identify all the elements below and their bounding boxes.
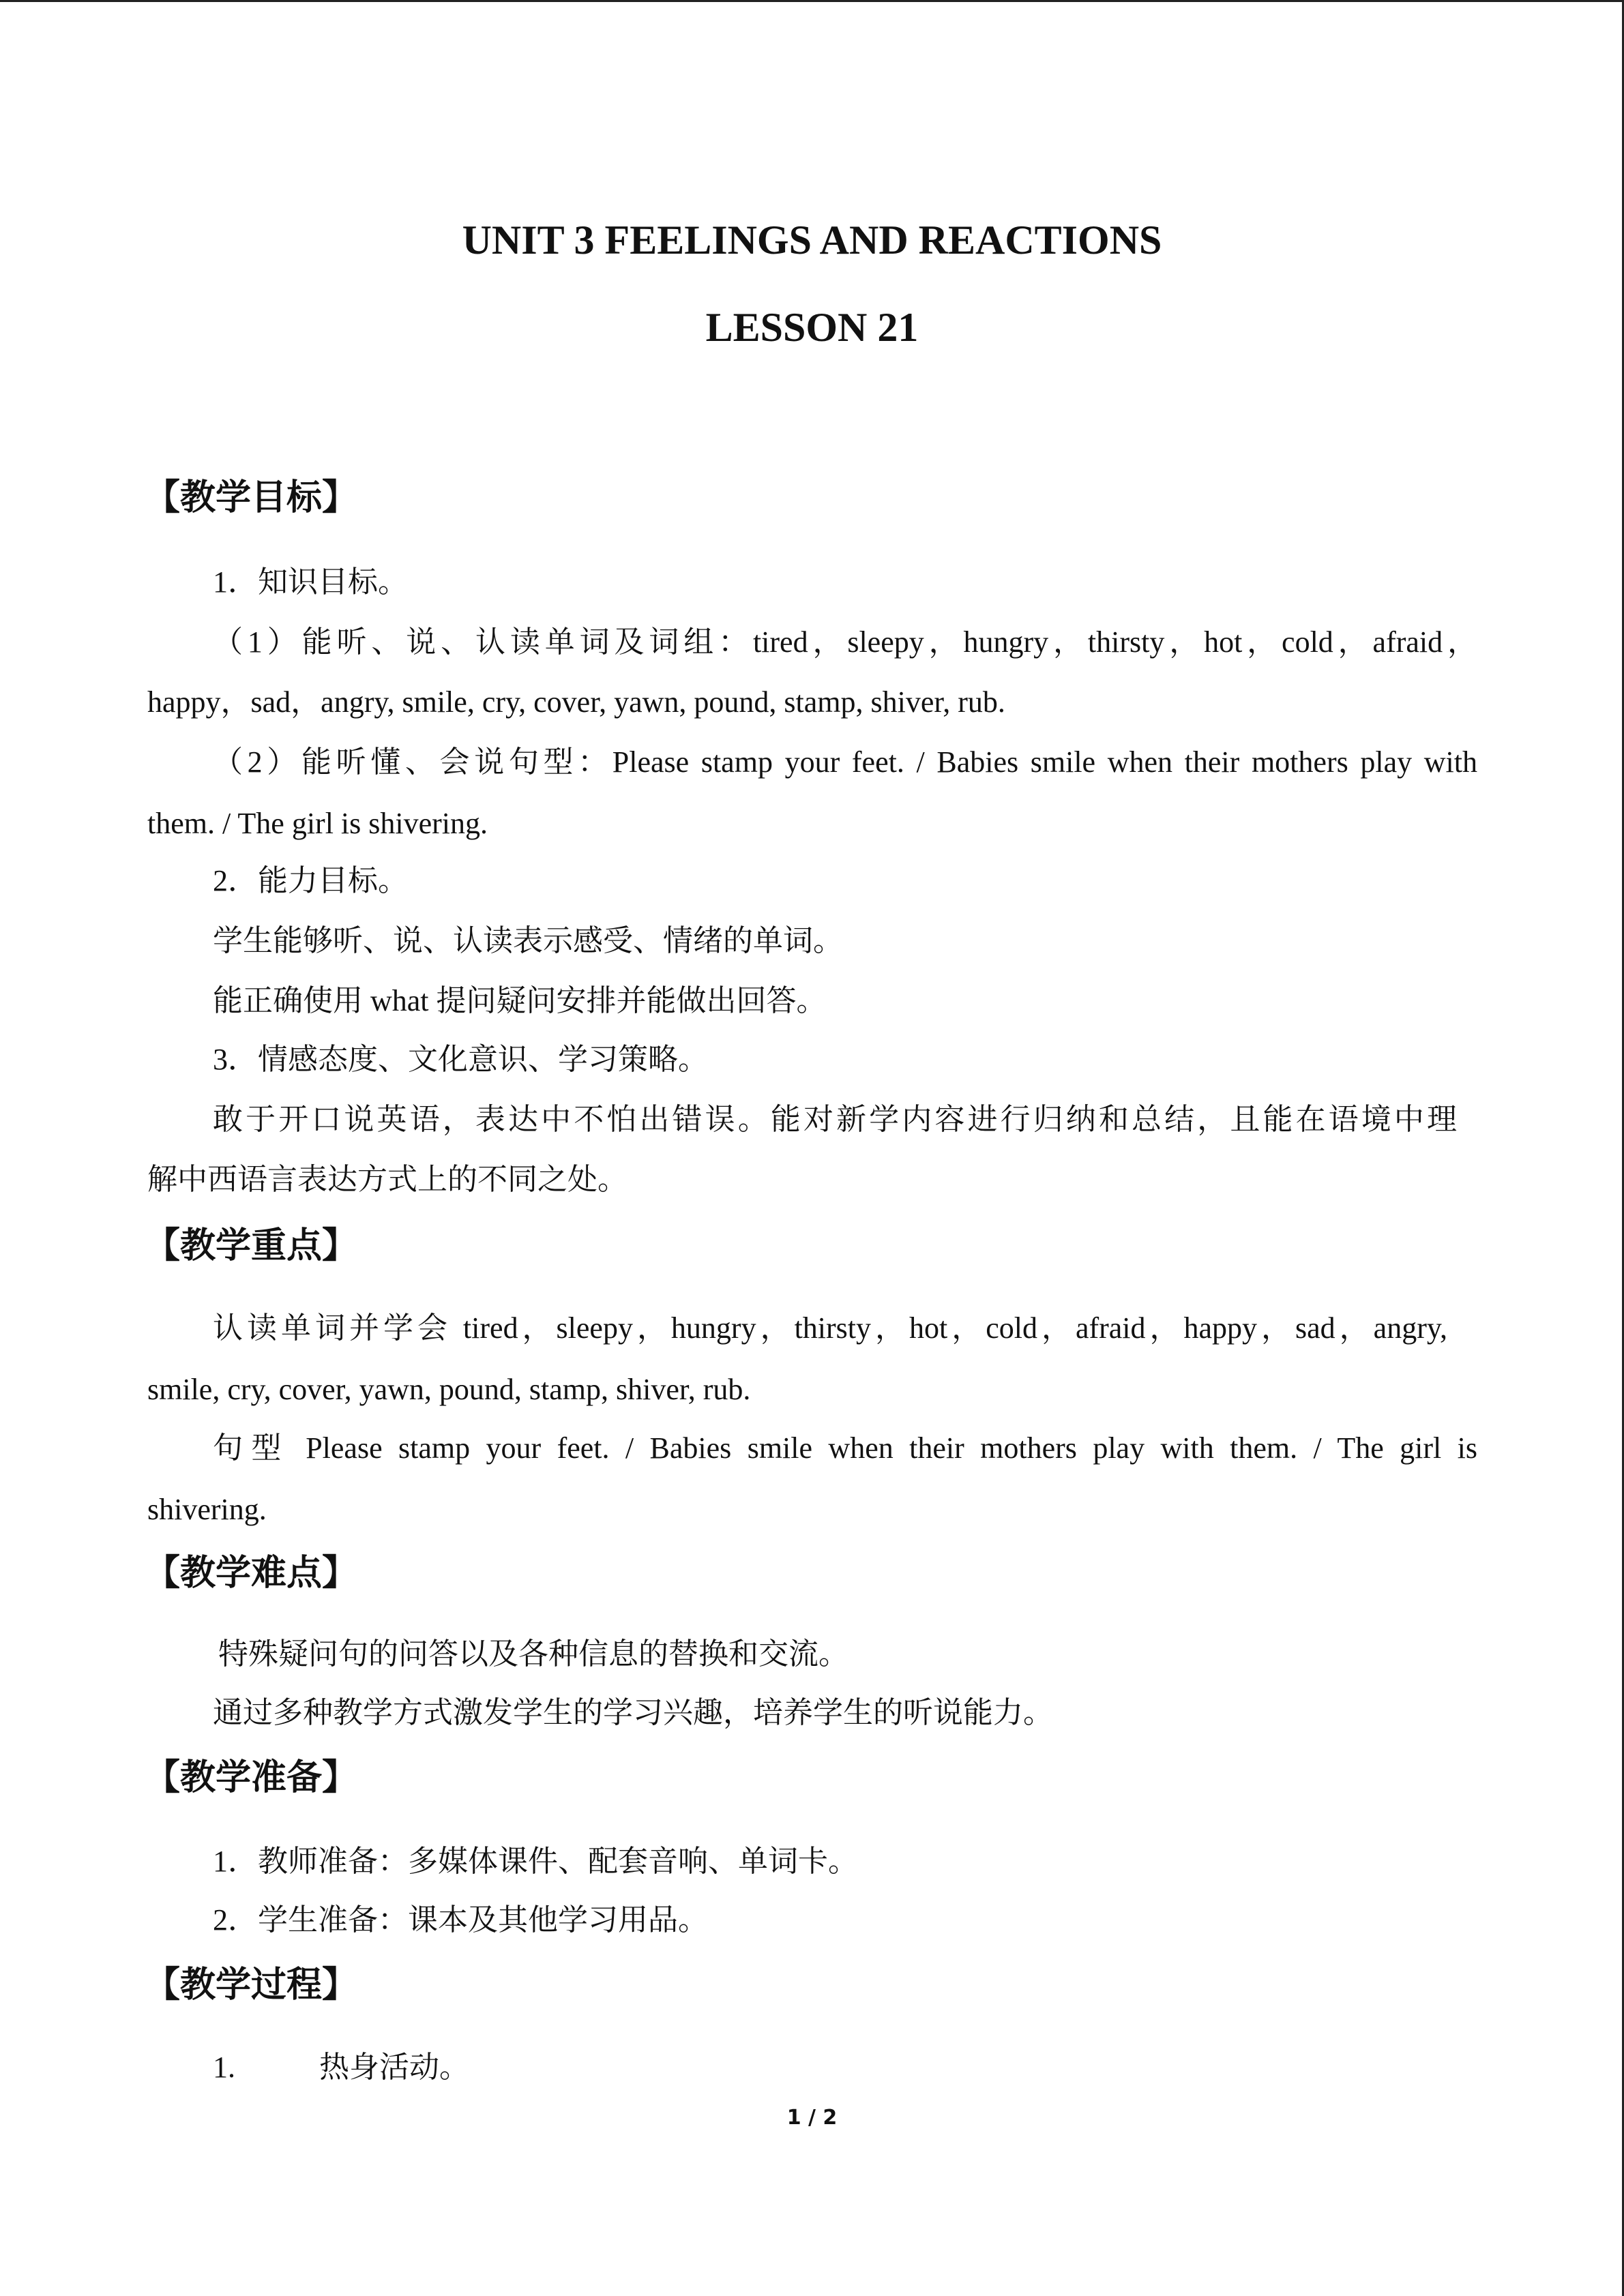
- ability-objective-label: 2．能力目标。: [213, 864, 408, 897]
- heading-difficulties: 【教学难点】: [145, 1553, 358, 1594]
- ability-item-1: 学生能够听、说、认读表示感受、情绪的单词。: [213, 924, 843, 957]
- preparation-teacher: 1．教师准备：多媒体课件、配套音响、单词卡。: [213, 1845, 858, 1878]
- emotion-item-line-2: 解中西语言表达方式上的不同之处。: [147, 1163, 628, 1196]
- difficulty-item-1: 特殊疑问句的问答以及各种信息的替换和交流。: [218, 1637, 848, 1671]
- key-point-2-line-2: shivering.: [147, 1493, 267, 1526]
- page-border-top: [0, 0, 1624, 2]
- process-step-1-number: 1.: [213, 2051, 235, 2084]
- key-point-2-line-1: 句型 Please stamp your feet. / Babies smile when their mothers play with them. / The girl is: [213, 1431, 1477, 1465]
- knowledge-item-2-line-2: them. / The girl is shivering.: [147, 807, 488, 840]
- heading-key-points: 【教学重点】: [145, 1225, 358, 1266]
- knowledge-objective-label: 1．知识目标。: [213, 565, 408, 599]
- heading-preparation: 【教学准备】: [145, 1757, 358, 1798]
- knowledge-item-1-line-2: happy，sad，angry, smile, cry, cover, yawn, pound, stamp, shiver, rub.: [147, 685, 1005, 719]
- knowledge-item-2-line-1: （2）能听懂、会说句型：Please stamp your feet. / Babies smile when their mothers play with: [213, 745, 1477, 779]
- lesson-title: LESSON 21: [705, 305, 919, 350]
- key-point-1-line-1: 认读单词并学会 tired，sleepy，hungry，thirsty，hot，cold，afraid，happy，sad，angry,: [213, 1311, 1447, 1345]
- page-number: 1 / 2: [786, 2106, 838, 2130]
- knowledge-item-1-line-1: （1）能听、说、认读单词及词组：tired，sleepy，hungry，thirsty，hot，cold，afraid，: [213, 625, 1477, 659]
- heading-objectives: 【教学目标】: [145, 477, 358, 518]
- emotion-item-line-1: 敢于开口说英语，表达中不怕出错误。能对新学内容进行归纳和总结，且能在语境中理: [213, 1103, 1457, 1136]
- difficulty-item-2: 通过多种教学方式激发学生的学习兴趣，培养学生的听说能力。: [213, 1696, 1053, 1729]
- ability-item-2: 能正确使用 what 提问疑问安排并能做出回答。: [213, 984, 827, 1017]
- document-title: UNIT 3 FEELINGS AND REACTIONS: [462, 218, 1162, 263]
- preparation-student: 2．学生准备：课本及其他学习用品。: [213, 1903, 708, 1937]
- emotion-objective-label: 3．情感态度、文化意识、学习策略。: [213, 1043, 708, 1076]
- key-point-1-line-2: smile, cry, cover, yawn, pound, stamp, shiver, rub.: [147, 1373, 751, 1406]
- heading-process: 【教学过程】: [145, 1965, 358, 2006]
- process-step-1-text: 热身活动。: [319, 2051, 469, 2084]
